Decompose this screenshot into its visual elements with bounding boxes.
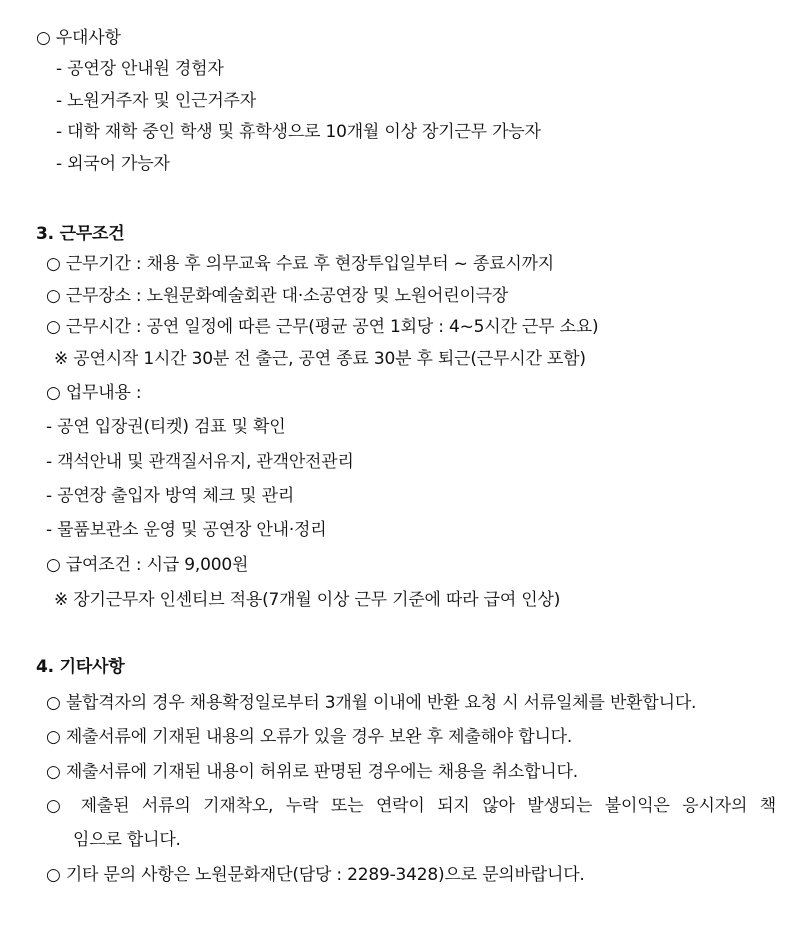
duty-item: - 공연 입장권(티켓) 검표 및 확인 bbox=[46, 417, 286, 437]
other-item-continuation: 임으로 합니다. bbox=[73, 830, 181, 850]
work-period: ○ 근무기간 : 채용 후 의무교육 수료 후 현장투입일부터 ~ 종료시까지 bbox=[46, 254, 555, 274]
preference-item: - 공연장 안내원 경험자 bbox=[56, 59, 224, 79]
pay-condition: ○ 급여조건 : 시급 9,000원 bbox=[46, 555, 249, 575]
work-hours-note: ※ 공연시작 1시간 30분 전 출근, 공연 종료 30분 후 퇴근(근무시간 포함) bbox=[54, 349, 586, 369]
duties-title: ○ 업무내용 : bbox=[46, 383, 142, 403]
preference-item: - 대학 재학 중인 학생 및 휴학생으로 10개월 이상 장기근무 가능자 bbox=[56, 122, 541, 142]
duty-item: - 객석안내 및 관객질서유지, 관객안전관리 bbox=[46, 452, 354, 472]
other-item: ○ 불합격자의 경우 채용확정일로부터 3개월 이내에 반환 요청 시 서류일체를 반환합니다. bbox=[46, 693, 697, 713]
other-item: ○ 제출서류에 기재된 내용이 허위로 판명된 경우에는 채용을 취소합니다. bbox=[46, 762, 578, 782]
preference-item: - 외국어 가능자 bbox=[56, 154, 170, 174]
section4-heading: 4. 기타사항 bbox=[36, 657, 125, 677]
preferences-title: ○ 우대사항 bbox=[36, 28, 121, 48]
work-hours: ○ 근무시간 : 공연 일정에 따른 근무(평균 공연 1회당 : 4~5시간 근무 소요) bbox=[46, 317, 599, 337]
duty-item: - 공연장 출입자 방역 체크 및 관리 bbox=[46, 486, 295, 506]
preference-item: - 노원거주자 및 인근거주자 bbox=[56, 91, 256, 111]
other-item: ○ 제출서류에 기재된 내용의 오류가 있을 경우 보완 후 제출해야 합니다. bbox=[46, 727, 573, 747]
other-item: ○ 기타 문의 사항은 노원문화재단(담당 : 2289-3428)으로 문의바랍니다. bbox=[46, 865, 585, 885]
section3-heading: 3. 근무조건 bbox=[36, 224, 125, 244]
work-place: ○ 근무장소 : 노원문화예술회관 대·소공연장 및 노원어린이극장 bbox=[46, 286, 509, 306]
pay-note: ※ 장기근무자 인센티브 적용(7개월 이상 근무 기준에 따라 급여 인상) bbox=[54, 590, 561, 610]
other-item: ○ 제출된 서류의 기재착오, 누락 또는 연락이 되지 않아 발생되는 불이익은 응시자의 책 bbox=[46, 796, 776, 816]
duty-item: - 물품보관소 운영 및 공연장 안내·정리 bbox=[46, 520, 327, 540]
